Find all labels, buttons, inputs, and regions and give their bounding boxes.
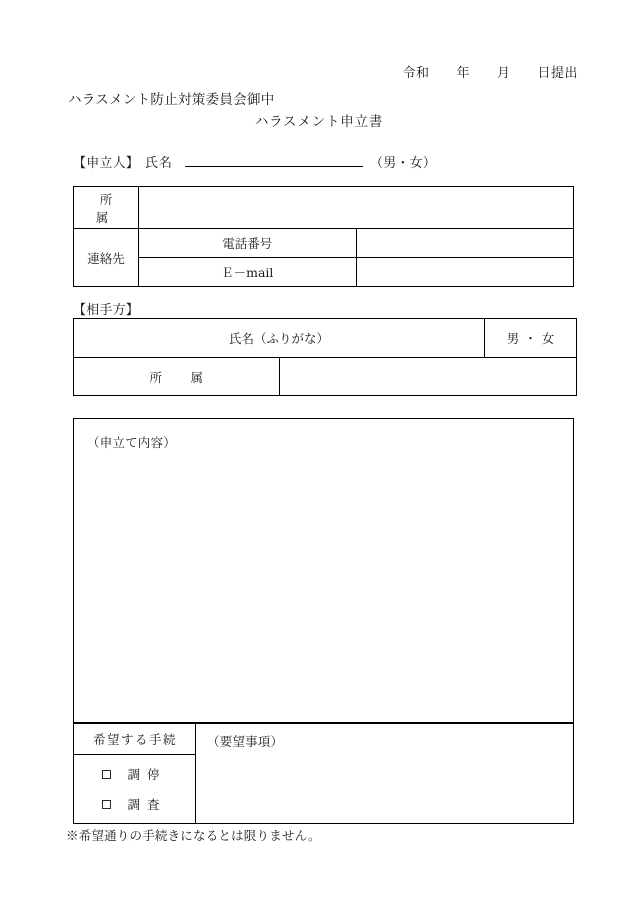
other-party-affiliation-field[interactable]	[279, 358, 577, 396]
addressee-line: ハラスメント防止対策委員会御中	[68, 92, 275, 108]
procedure-option-mediation[interactable]	[74, 765, 195, 783]
table-row	[74, 187, 574, 229]
applicant-phone-field[interactable]	[356, 229, 574, 258]
table-row	[74, 258, 574, 287]
complaint-content-box[interactable]	[73, 418, 574, 723]
applicant-contact-label: 連絡先	[74, 229, 139, 287]
other-party-section-label: 【相手方】	[73, 303, 140, 318]
other-party-affiliation-label: 所 属	[74, 358, 280, 396]
applicant-name-label: 氏名	[145, 156, 174, 171]
other-party-name-label: 氏名（ふりがな）	[228, 331, 329, 346]
complaint-content-caption: （申立て内容）	[87, 435, 176, 450]
applicant-email-label: Ｅ－mail	[139, 258, 357, 287]
applicant-affiliation-field[interactable]	[139, 187, 574, 229]
footnote-text: ※希望通りの手続きになるとは限りません。	[66, 828, 321, 843]
request-items-field[interactable]	[196, 724, 574, 824]
applicant-bracket-label: 【申立人】	[73, 156, 140, 171]
procedure-option-investigation[interactable]	[74, 795, 195, 813]
submission-date-line: 令和 年 月 日提出	[402, 66, 578, 81]
table-row	[74, 724, 574, 755]
checkbox-icon[interactable]	[102, 770, 111, 779]
applicant-email-field[interactable]	[356, 258, 574, 287]
other-party-name-field[interactable]	[74, 319, 485, 358]
document-title: ハラスメント申立書	[254, 114, 384, 130]
applicant-phone-label: 電話番号	[139, 229, 357, 258]
other-party-gender-选择[interactable]: 男・女	[485, 319, 577, 358]
checkbox-icon[interactable]	[102, 800, 111, 809]
table-row	[74, 319, 577, 358]
applicant-gender-note[interactable]: （男・女）	[370, 156, 437, 171]
procedure-table	[73, 723, 574, 824]
applicant-info-table	[73, 186, 574, 287]
applicant-name-input[interactable]	[185, 152, 363, 167]
other-party-table	[73, 318, 577, 396]
table-row	[74, 358, 577, 396]
applicant-affiliation-label: 所 属	[74, 187, 139, 229]
procedure-options-cell	[74, 755, 196, 824]
procedure-option-investigation-label: 調査	[127, 797, 167, 812]
request-items-caption: （要望事項）	[207, 734, 284, 749]
procedure-option-mediation-label: 調停	[127, 767, 167, 782]
table-row	[74, 229, 574, 258]
procedure-header-label: 希望する手続	[74, 724, 196, 755]
applicant-name-line	[73, 152, 436, 171]
